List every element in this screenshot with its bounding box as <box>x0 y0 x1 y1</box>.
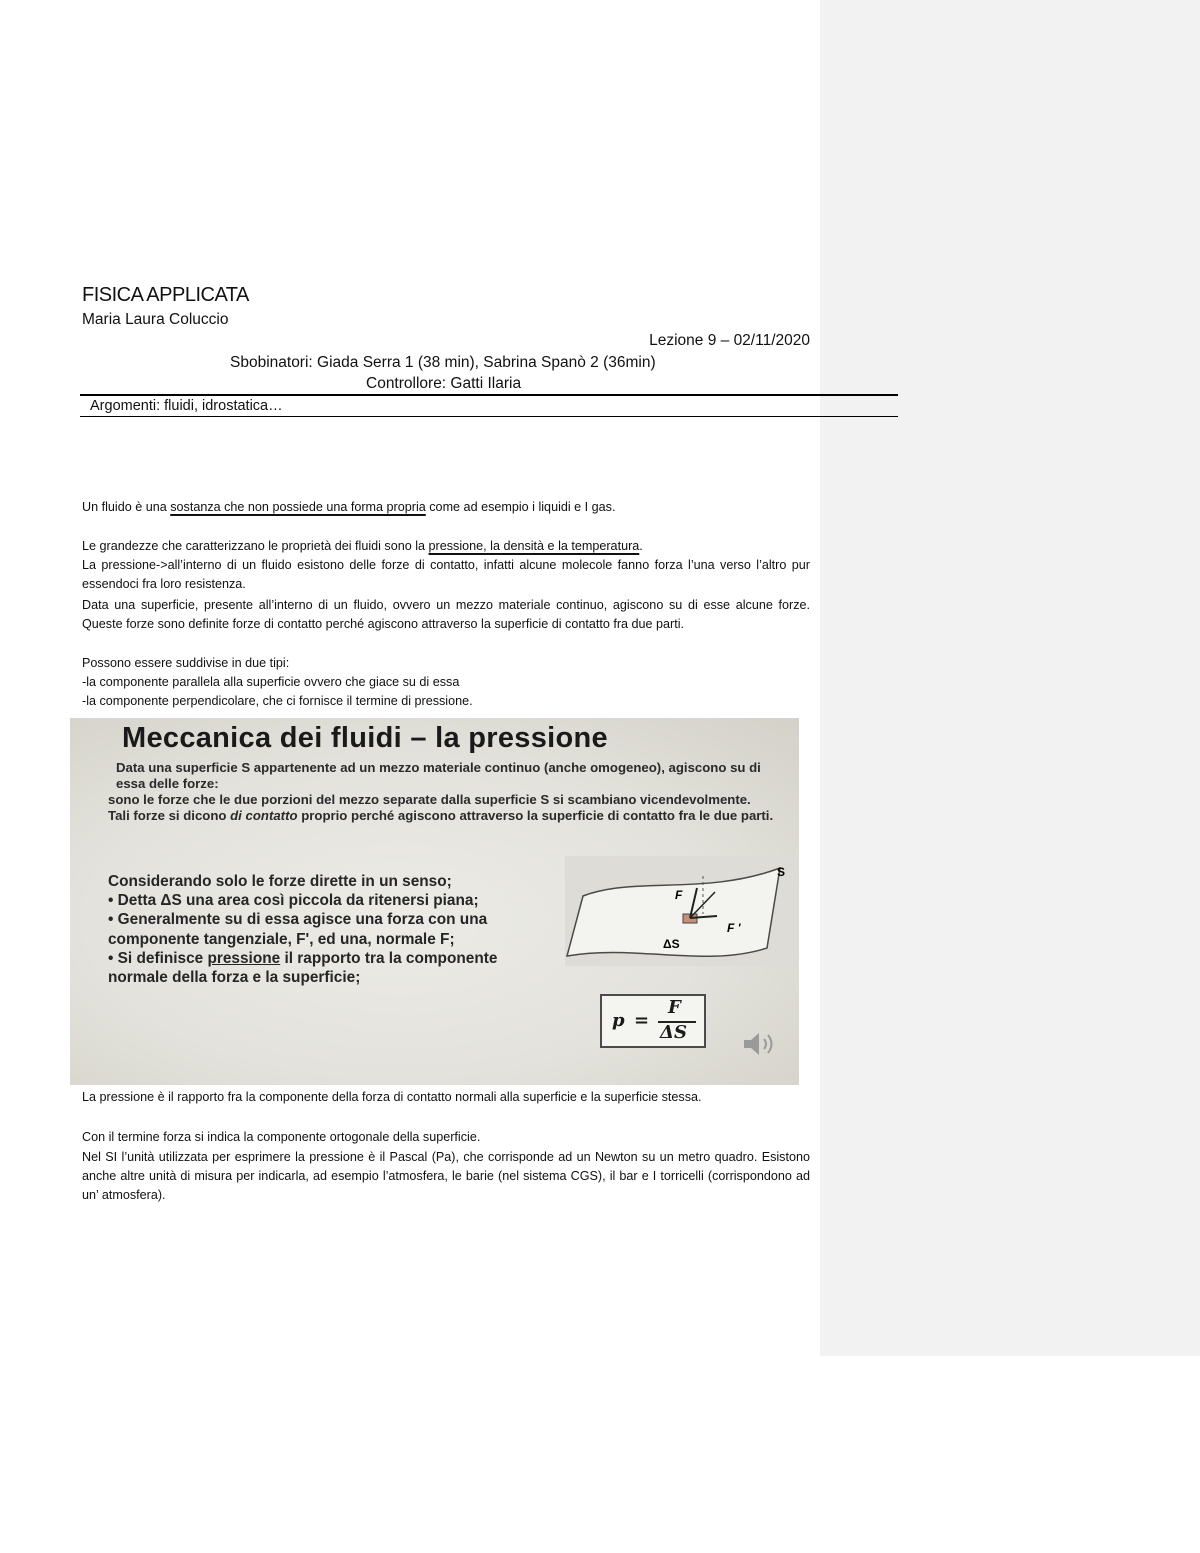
slide-intro-line: sono le forze che le due porzioni del mezzo separate dalla superficie S si scambiano vicendevolmente. <box>108 792 751 807</box>
formula-p: p <box>612 1010 625 1031</box>
paragraph-pressure: La pressione->all’interno di un fluido esistono delle forze di contatto, infatti alcune molecole fanno forza l’una verso l’altro pur essendoci fra loro resistenza. <box>82 558 810 592</box>
formula-equals: = <box>634 1010 650 1031</box>
label-s: S <box>777 865 786 879</box>
paragraph-types: Possono essere suddivise in due tipi: <box>82 656 290 670</box>
comment-pane <box>820 0 1200 1356</box>
label-delta-s: ΔS <box>663 937 680 951</box>
topics-line: Argomenti: fluidi, idrostatica… <box>90 398 283 414</box>
sound-wave <box>768 1035 772 1053</box>
underlined-text: pressione, la densità e la temperatura <box>428 539 640 553</box>
document-title: FISICA APPLICATA <box>82 284 249 306</box>
transcribers: Sbobinatori: Giada Serra 1 (38 min), Sabrina Spanò 2 (36min) <box>230 354 656 371</box>
paragraph-fluid-definition <box>82 498 810 517</box>
paragraph-pressure-ratio: La pressione è il rapporto fra la componente della forza di contatto normali alla superficie e la superficie stessa. <box>82 1090 702 1104</box>
slide-bullet: • Generalmente su di essa agisce una forza con una componente tangenziale, F', ed una, normale F; <box>108 911 488 948</box>
text-span: proprio perché agiscono attraverso la superficie di contatto fra le due parti. <box>297 808 774 823</box>
surface-diagram <box>555 856 791 966</box>
text-span: Tali forze si dicono <box>108 808 231 823</box>
sound-wave <box>764 1039 766 1049</box>
underlined-text: sostanza che non possiede una forma propria <box>170 500 426 514</box>
paragraph-units: Nel SI l’unità utilizzata per esprimere la pressione è il Pascal (Pa), che corrisponde ad un Newton su un metro quadro. Esistono anche altre unità di misura per indicarla, ad esempio l’atmosfera, le barie (nel sistema CGS), il bar e I torricelli (corrispondono ad un’ atmosfera). <box>82 1150 810 1203</box>
pressure-formula <box>600 994 706 1048</box>
text-span: Un fluido è una <box>82 500 171 514</box>
slide-intro <box>108 760 788 824</box>
slide-bullets <box>108 872 548 987</box>
text-span: Le grandezze che caratterizzano le proprietà dei fluidi sono la <box>82 539 429 553</box>
slide-bullet: • Detta ΔS una area così piccola da ritenersi piana; <box>108 892 479 910</box>
speaker-body <box>744 1033 759 1055</box>
slide-title: Meccanica dei fluidi – la pressione <box>122 722 608 754</box>
slide-intro-line <box>108 808 788 824</box>
author-name: Maria Laura Coluccio <box>82 311 229 328</box>
lecture-date: Lezione 9 – 02/11/2020 <box>649 332 810 349</box>
header-rule-top <box>80 394 898 396</box>
list-item-parallel: -la componente parallela alla superficie ovvero che giace su di essa <box>82 675 460 689</box>
label-f-prime: F ' <box>727 921 741 935</box>
header-rule-bottom <box>80 416 898 417</box>
paragraph-surface: Data una superficie, presente all’interno di un fluido, ovvero un mezzo materiale continuo, agiscono su di esse alcune forze. Queste forze sono definite forze di contatto perché agiscono attraverso la superficie di contatto fra due parti. <box>82 598 810 632</box>
slide-bullet <box>108 949 548 987</box>
text-span: • Si definisce <box>108 949 208 967</box>
italic-text: di contatto <box>230 808 298 823</box>
slide-intro-line: Data una superficie S appartenente ad un mezzo materiale continuo (anche omogeneo), agiscono su di essa delle forze: <box>116 760 761 791</box>
underlined-text: pressione <box>207 949 281 967</box>
slide-bullet: Considerando solo le forze dirette in un senso; <box>108 873 452 890</box>
slide-image <box>70 718 799 1085</box>
formula-numerator: F <box>668 997 681 1018</box>
speaker-icon[interactable] <box>742 1029 782 1059</box>
text-span: come ad esempio i liquidi e I gas. <box>425 500 616 514</box>
controller: Controllore: Gatti Ilaria <box>366 375 522 392</box>
formula-denominator: ΔS <box>660 1022 687 1043</box>
text-span: il rapporto tra la componente normale della forza e la superficie; <box>108 949 498 987</box>
label-f: F <box>675 888 683 902</box>
text-span: . <box>639 539 643 553</box>
paragraph-quantities <box>82 537 810 556</box>
list-item-perpendicular: -la componente perpendicolare, che ci fornisce il termine di pressione. <box>82 694 473 708</box>
paragraph-force-term: Con il termine forza si indica la componente ortogonale della superficie. <box>82 1130 481 1144</box>
